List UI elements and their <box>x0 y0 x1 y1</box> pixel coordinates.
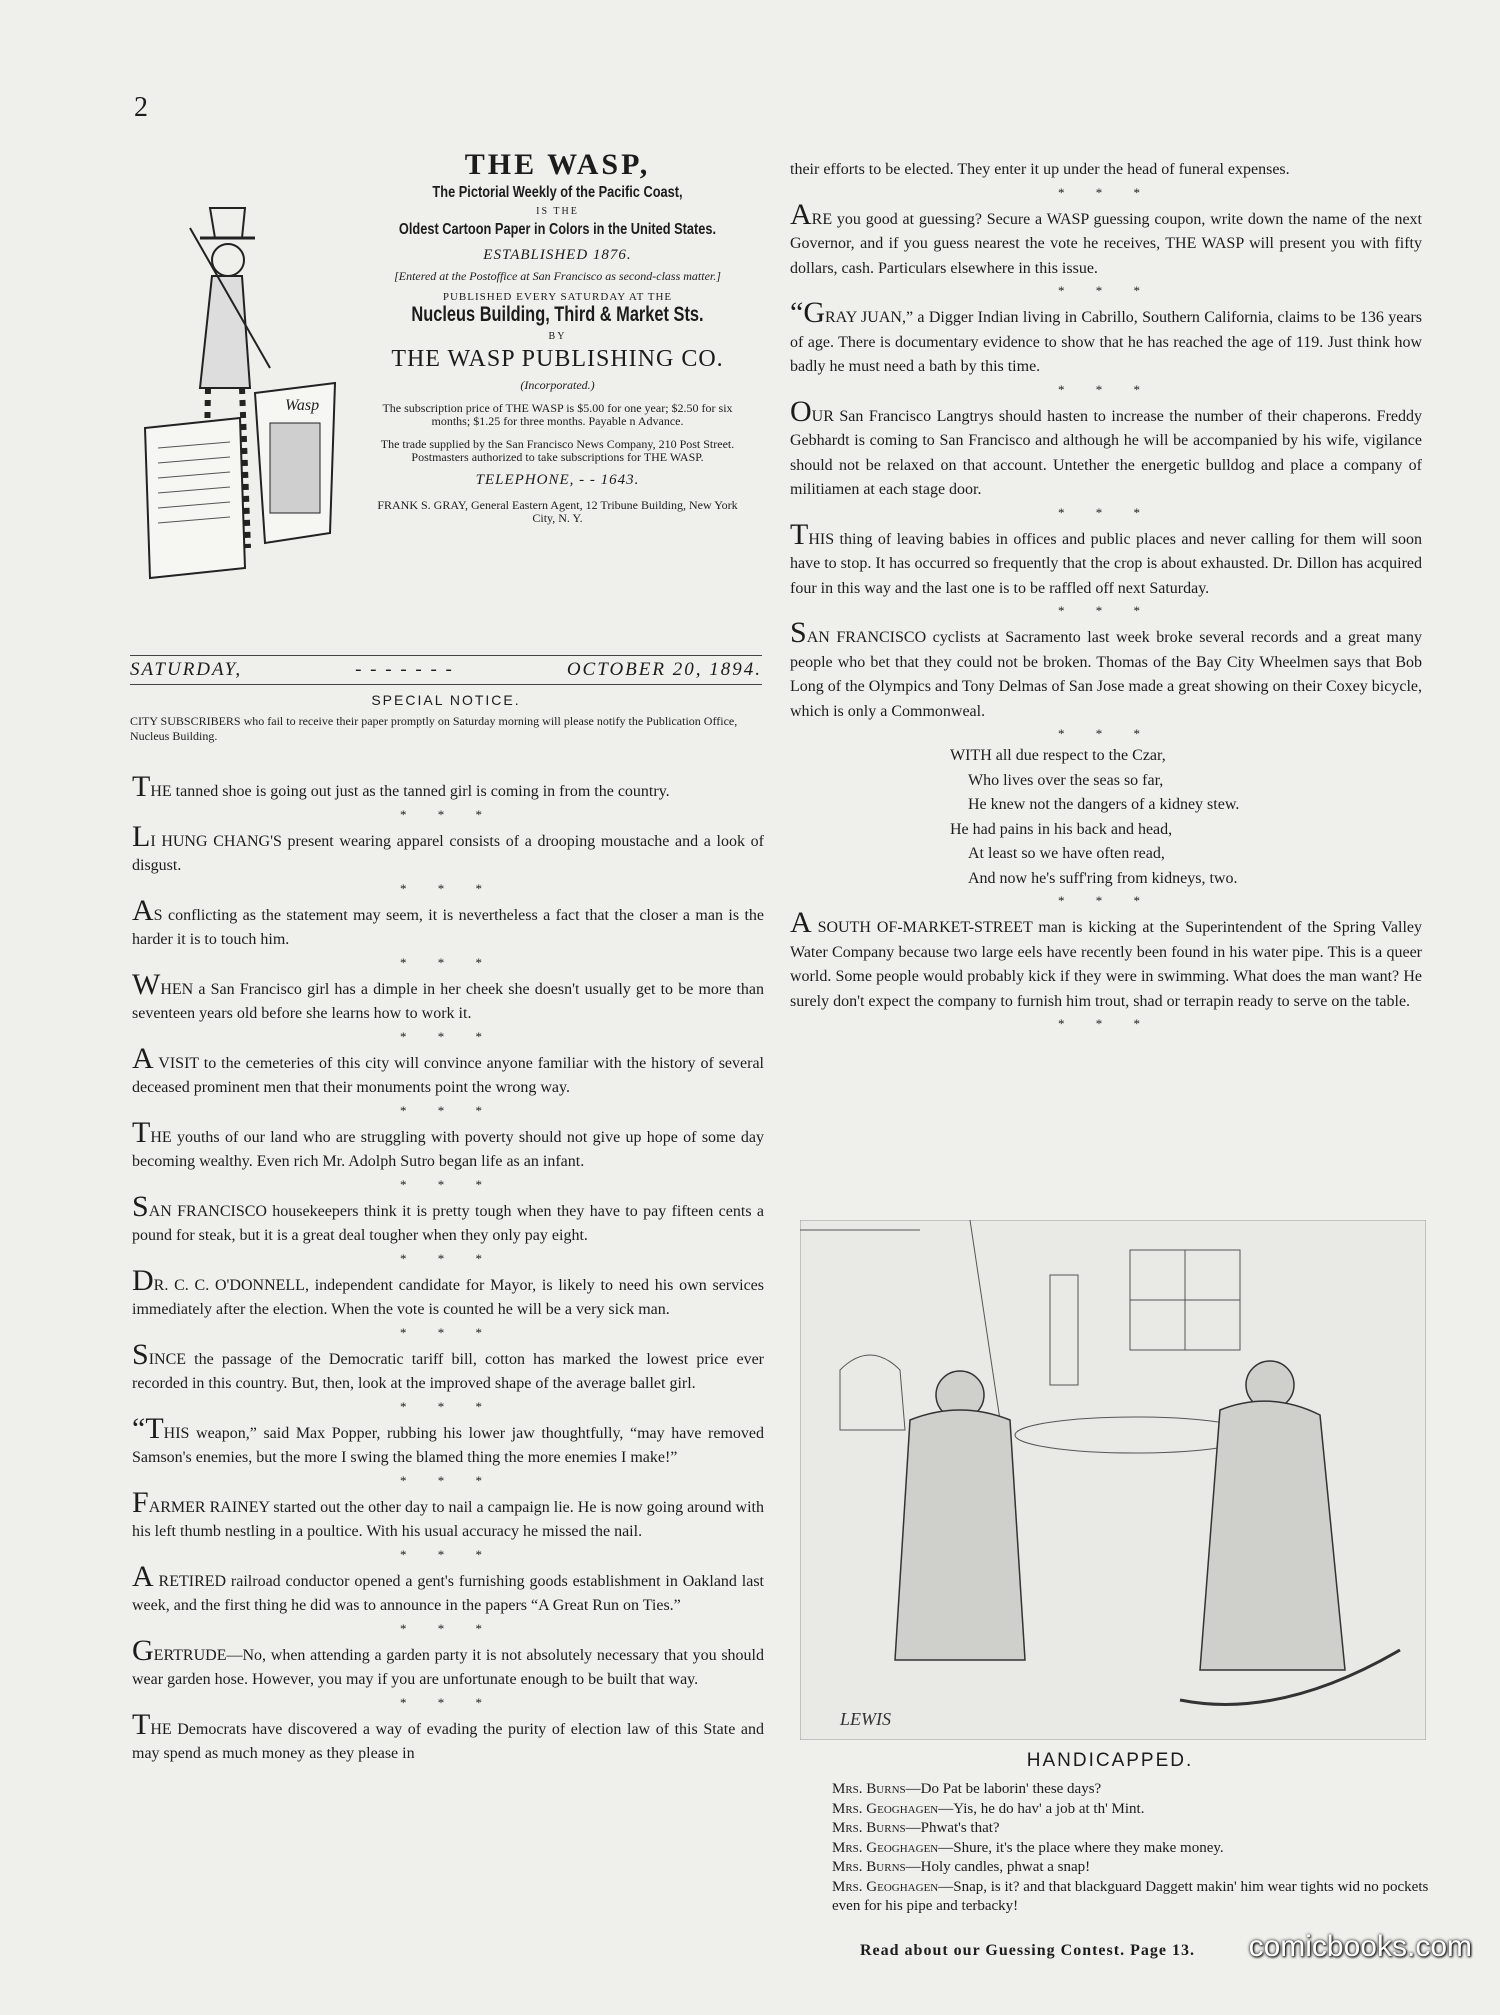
masthead-by: BY <box>548 331 567 342</box>
drop-cap: W <box>132 967 161 1001</box>
separator: * * * <box>400 1250 496 1266</box>
paragraph <box>132 1263 764 1323</box>
masthead-agent: FRANK S. GRAY, General Eastern Agent, 12 Tribune Building, New York City, N. Y. <box>377 498 738 525</box>
drop-cap: A <box>790 197 812 231</box>
paragraph-text: HE tanned shoe is going out just as the tanned girl is coming in from the country. <box>150 783 670 800</box>
dateline-date: OCTOBER 20, 1894. <box>566 659 762 680</box>
dateline-day: SATURDAY, <box>130 659 243 680</box>
separator: * * * <box>1058 283 1154 298</box>
separator: * * * <box>1058 504 1154 520</box>
dateline-dots: - - - - - - - <box>355 659 454 680</box>
dialog-speaker: Mrs. Geoghagen <box>832 1800 939 1817</box>
paragraph <box>132 1485 764 1545</box>
paragraph <box>790 906 1422 1014</box>
cartoon-illustration <box>800 1220 1426 1740</box>
dialog-speaker: Mrs. Geoghagen <box>832 1878 939 1895</box>
dialog-text: —Shure, it's the place where they make money. <box>938 1839 1224 1856</box>
drop-cap: A <box>790 906 812 939</box>
dialog-text: —Do Pat be laborin' these days? <box>905 1781 1102 1797</box>
verse-line: He had pains in his back and head, <box>950 820 1173 838</box>
drop-cap: G <box>132 1633 154 1667</box>
drop-cap: A <box>132 893 154 927</box>
paragraph <box>132 1189 764 1249</box>
masthead-address: Nucleus Building, Third & Market Sts. <box>411 303 704 326</box>
special-notice-body: CITY SUBSCRIBERS who fail to receive their paper promptly on Saturday morning will please notify the Publication Office, Nucleus Building. <box>130 714 738 743</box>
masthead-company: THE WASP PUBLISHING CO. <box>391 346 724 372</box>
dialog-speaker: Mrs. Burns <box>832 1859 906 1875</box>
drop-cap: A <box>132 1559 154 1593</box>
paragraph <box>132 1041 764 1101</box>
paragraph-text: RAY JUAN,” a Digger Indian living in Cabrillo, Southern California, claims to be 136 years of age. There is documentary evidence to show that he has reached the age of 119. Just think how badly he must need a bath by this time. <box>790 309 1422 375</box>
paragraph <box>790 616 1422 724</box>
masthead-subscription: The subscription price of THE WASP is $5.00 for one year; $2.50 for six months; $1.25 for three months. Payable n Advance. <box>382 401 733 428</box>
cartoon-title: HANDICAPPED. <box>1026 1750 1194 1771</box>
paragraph-text: R. C. C. O'DONNELL, independent candidate for Mayor, is likely to need his own services immediately after the election. When the vote is counted he will be a very sick man. <box>132 1276 764 1318</box>
drop-cap: O <box>790 394 812 428</box>
paragraph <box>132 1337 764 1397</box>
verse <box>950 744 1422 891</box>
dialog-line <box>790 1800 1430 1820</box>
drop-cap: S <box>790 616 807 649</box>
drop-cap: T <box>790 517 809 551</box>
drop-cap: S <box>132 1337 149 1371</box>
separator: * * * <box>400 1620 496 1636</box>
drop-cap: D <box>132 1263 154 1297</box>
masthead-is-the: IS THE <box>536 206 579 217</box>
paragraph <box>790 197 1422 282</box>
paragraph-text: RE you good at guessing? Secure a WASP guessing coupon, write down the name of the next Governor, and if you guess nearest the vote he receives, THE WASP will present you with fifty dollars, cash. Particulars elsewhere in this issue. <box>790 210 1422 277</box>
drop-cap: L <box>132 819 151 853</box>
drop-cap: “T <box>132 1411 164 1445</box>
separator: * * * <box>1058 603 1154 618</box>
paragraph <box>790 517 1422 602</box>
svg-text:Wasp: Wasp <box>285 397 320 414</box>
paragraph <box>132 1411 764 1471</box>
separator: * * * <box>400 1324 496 1340</box>
masthead-entered: [Entered at the Postoffice at San Francisco as second-class matter.] <box>394 269 721 283</box>
paragraph-text: RETIRED railroad conductor opened a gent's furnishing goods establishment in Oakland last week, and the first thing he did was to announce in the papers “A Great Run on Ties.” <box>132 1572 764 1614</box>
masthead-title: THE WASP, <box>464 148 651 181</box>
footer-notice: Read about our Guessing Contest. Page 13. <box>860 1942 1195 1959</box>
separator: * * * <box>400 1102 496 1118</box>
separator: * * * <box>400 1546 496 1562</box>
paragraph-text: HIS weapon,” said Max Popper, rubbing his lower jaw thoughtfully, “may have removed Samson's enemies, but the more I swing the blamed thing the more enemies I make!” <box>132 1424 764 1466</box>
separator: * * * <box>400 806 496 822</box>
separator: * * * <box>1058 381 1154 397</box>
masthead <box>130 148 770 628</box>
paragraph <box>790 153 1422 183</box>
paragraph-text: I HUNG CHANG'S present wearing apparel consists of a drooping moustache and a look of disgust. <box>132 832 764 874</box>
drop-cap: F <box>132 1485 149 1519</box>
paragraph-text: HIS thing of leaving babies in offices and public places and never calling for them will soon have to stop. It has occurred so frequently that the crop is about exhausted. Dr. Dillon has acquired four in this way and the last one is to be raffled off next Saturday. <box>790 530 1422 597</box>
dialog-text: —Yis, he do hav' a job at th' Mint. <box>938 1800 1145 1817</box>
paragraph-text: their efforts to be elected. They enter it up under the head of funeral expenses. <box>790 161 1290 178</box>
drop-cap: A <box>132 1041 154 1075</box>
dialog-text: —Snap, is it? and that blackguard Daggett makin' him wear tights wid no pockets even for his pipe and terbacky! <box>832 1878 1429 1914</box>
paragraph <box>132 967 764 1027</box>
dialog-line <box>790 1858 1430 1878</box>
dialog-line <box>790 1819 1430 1839</box>
paragraph <box>132 1559 764 1619</box>
paragraph <box>132 1633 764 1693</box>
separator: * * * <box>400 1176 496 1192</box>
paragraph <box>790 296 1422 380</box>
paragraph-text: AN FRANCISCO housekeepers think it is pretty tough when they have to pay fifteen cents a pound for steak, but it is a great deal tougher when they only pay eight. <box>132 1202 764 1244</box>
dialog-line <box>790 1839 1430 1859</box>
dialog-text: —Phwat's that? <box>905 1820 1000 1836</box>
paragraph-text: UR San Francisco Langtrys should hasten to increase the number of their chaperons. Freddy Gebhardt is coming to San Francisco and although he will be accompanied by his wife, vigilance should not be relaxed on that account. Untether the energetic bulldog and place a company of militiamen at each stage door. <box>790 407 1422 498</box>
drop-cap: T <box>132 1115 151 1149</box>
drop-cap: S <box>132 1189 149 1223</box>
dialog-speaker: Mrs. Burns <box>832 1820 906 1836</box>
verse-line: And now he's suff'ring from kidneys, two. <box>968 869 1238 887</box>
masthead-telephone: TELEPHONE, - - 1643. <box>475 472 640 488</box>
drop-cap: “G <box>790 296 825 329</box>
verse-line: At least so we have often read, <box>968 845 1165 862</box>
masthead-illustration <box>130 188 340 628</box>
verse-line: Who lives over the seas so far, <box>968 771 1164 789</box>
separator: * * * <box>1058 726 1154 741</box>
separator: * * * <box>400 1694 496 1710</box>
verse-line: WITH all due respect to the Czar, <box>950 747 1166 764</box>
separator: * * * <box>400 1028 496 1044</box>
paragraph <box>132 1707 764 1767</box>
paragraph-text: HE Democrats have discovered a way of evading the purity of election law of this State and may spend as much money as they please in <box>132 1720 764 1762</box>
paragraph-text: SOUTH OF-MARKET-STREET man is kicking at the Superintendent of the Spring Valley Water Company because two large eels have recently been found in his water pipe. This is a queer world. Some people would probably kick if they were in swimming. What does the man want? He surely don't expect the company to furnish him trout, shad or terrapin ready to serve on the table. <box>790 919 1422 1010</box>
paragraph <box>132 893 764 953</box>
masthead-trade: The trade supplied by the San Francisco News Company, 210 Post Street. Postmasters authorized to take subscriptions for THE WASP. <box>380 437 735 464</box>
watermark: comicbooks.com <box>1248 1930 1472 1963</box>
right-column <box>790 153 1422 1034</box>
separator: * * * <box>1058 893 1154 908</box>
dialog-speaker: Mrs. Burns <box>832 1781 906 1797</box>
drop-cap: T <box>132 770 151 803</box>
masthead-established: ESTABLISHED 1876. <box>483 247 632 263</box>
dialog-speaker: Mrs. Geoghagen <box>832 1839 939 1856</box>
verse-line: He knew not the dangers of a kidney stew. <box>968 796 1240 813</box>
paragraph-text: INCE the passage of the Democratic tariff bill, cotton has marked the lowest price ever recorded in this country. But, then, look at the improved shape of the average ballet girl. <box>132 1350 764 1392</box>
masthead-incorporated: (Incorporated.) <box>520 378 595 392</box>
paragraph-text: HE youths of our land who are struggling with poverty should not give up hope of some day becoming wealthy. Even rich Mr. Adolph Sutro began life as an infant. <box>132 1128 764 1170</box>
dialog-text: —Holy candles, phwat a snap! <box>905 1859 1091 1875</box>
special-notice <box>130 692 762 744</box>
separator: * * * <box>400 954 496 970</box>
dialog-line <box>790 1780 1430 1800</box>
paragraph-text: VISIT to the cemeteries of this city will convince anyone familiar with the history of several deceased prominent men that their monuments point the wrong way. <box>132 1054 764 1096</box>
left-column <box>132 770 764 1767</box>
paragraph-text: S conflicting as the statement may seem, it is nevertheless a fact that the closer a man is the harder it is to touch him. <box>132 906 764 948</box>
paragraph <box>132 770 764 805</box>
masthead-published: PUBLISHED EVERY SATURDAY AT THE <box>442 291 673 303</box>
paragraph-text: HEN a San Francisco girl has a dimple in her cheek she doesn't usually get to be more than seventeen years old before she learns how to work it. <box>132 980 764 1022</box>
masthead-subtitle: The Pictorial Weekly of the Pacific Coast, <box>432 184 683 201</box>
paragraph <box>132 1115 764 1175</box>
special-notice-heading: SPECIAL NOTICE. <box>371 692 521 708</box>
drop-cap: T <box>132 1707 151 1741</box>
cartoon-dialog <box>790 1780 1430 1917</box>
masthead-tagline: Oldest Cartoon Paper in Colors in the United States. <box>398 221 717 238</box>
page-number: 2 <box>134 92 148 123</box>
dateline <box>130 655 762 685</box>
separator: * * * <box>400 1472 496 1488</box>
separator: * * * <box>400 880 496 896</box>
paragraph <box>790 394 1422 503</box>
separator: * * * <box>1058 1016 1154 1031</box>
separator: * * * <box>400 1398 496 1414</box>
separator: * * * <box>1058 184 1154 200</box>
paragraph-text: ARMER RAINEY started out the other day to nail a campaign lie. He is now going around with his left thumb nestling in a poultice. With his usual accuracy he missed the nail. <box>132 1498 764 1540</box>
cartoon-signature: LEWIS <box>840 1709 891 1729</box>
paragraph <box>132 819 764 879</box>
paragraph-text: ERTRUDE—No, when attending a garden party it is not absolutely necessary that you should wear garden hose. However, you may if you are unfortunate enough to be built that way. <box>132 1646 764 1688</box>
dialog-line <box>790 1878 1430 1917</box>
paragraph-text: AN FRANCISCO cyclists at Sacramento last week broke several records and a great many people who bet that they could not be broken. Thomas of the Bay City Wheelmen says that Bob Long of the Olympics and Tony Delmas of San Jose made a great showing on their Coxey bicycle, which is only a Commonweal. <box>790 629 1422 720</box>
